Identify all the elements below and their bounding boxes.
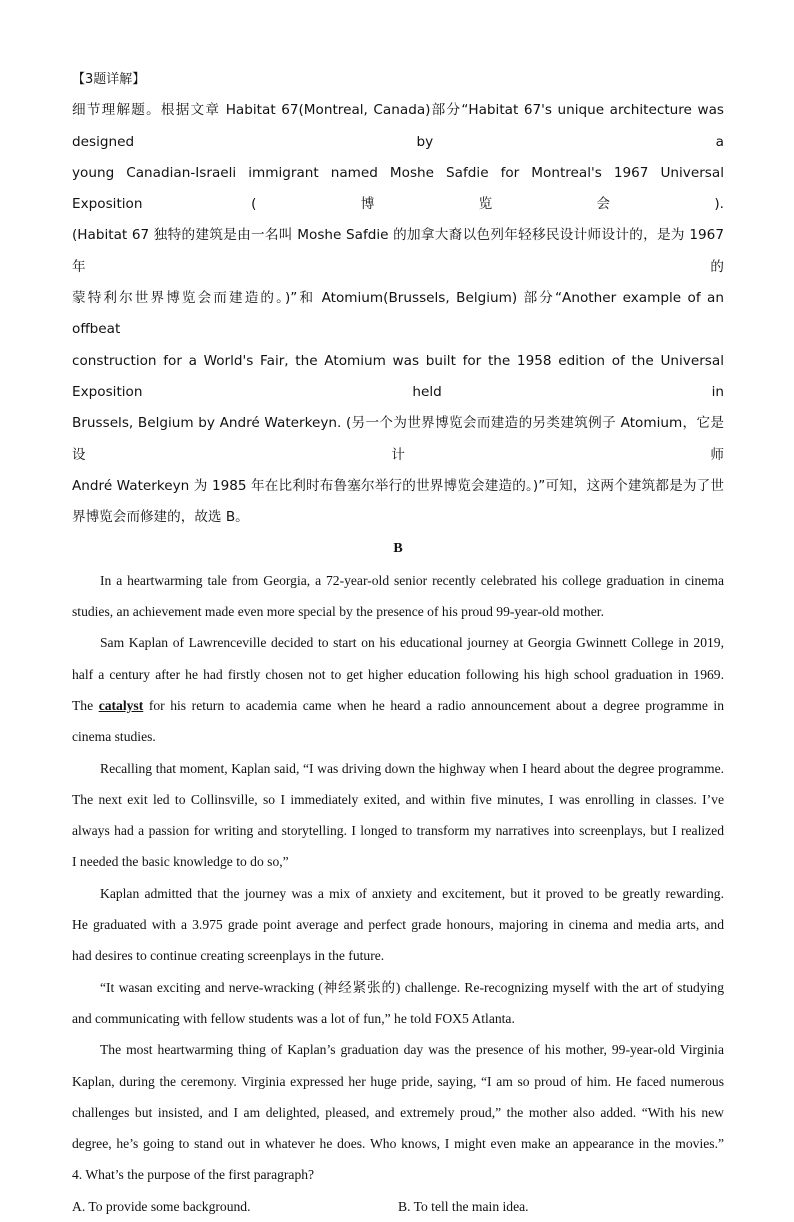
section-label: B xyxy=(393,541,403,557)
passage-line: always had a passion for writing and storytelling. I longed to transform my narratives into screenplays, but I realized xyxy=(72,823,724,839)
passage-text: for his return to academia came when he heard a radio announcement about a degree programme in xyxy=(143,697,724,713)
explanation-line: 界博览会而修建的，故选 B。 xyxy=(72,509,249,526)
passage-line: The next exit led to Collinsville, so I immediately exited, and within five minutes, I was enrolling in classes. I’ve xyxy=(72,791,724,807)
option-a: A. To provide some background. xyxy=(72,1198,251,1214)
passage-text: The xyxy=(72,697,99,713)
explanation-line: André Waterkeyn 为 1985 年在比利时布鲁塞尔举行的世界博览会建造的。)”可知，这两个建筑都是为了世 xyxy=(72,477,724,494)
passage-line: degree, he’s going to stand out in whatever he does. Who knows, I might even make an appearance in the movies.” xyxy=(72,1136,724,1152)
passage-line: In a heartwarming tale from Georgia, a 72-year-old senior recently celebrated his college graduation in cinema xyxy=(100,572,724,588)
option-b: B. To tell the main idea. xyxy=(398,1198,529,1214)
explanation-line: (Habitat 67 独特的建筑是由一名叫 Moshe Safdie 的加拿大裔以色列年轻移民设计师设计的，是为 1967 年的 xyxy=(72,227,724,275)
passage-line: I needed the basic knowledge to do so,” xyxy=(72,854,289,870)
explanation-line: construction for a World's Fair, the Atomium was built for the 1958 edition of the Universal Exposition held in xyxy=(72,352,724,400)
passage-line: Recalling that moment, Kaplan said, “I was driving down the highway when I heard about the degree programme. xyxy=(100,760,724,776)
passage-line: and communicating with fellow students was a lot of fun,” he told FOX5 Atlanta. xyxy=(72,1010,515,1026)
question-stem: 4. What’s the purpose of the first paragraph? xyxy=(72,1167,315,1183)
explanation-line: Brussels, Belgium by André Waterkeyn. (另一个为世界博览会而建造的另类建筑例子 Atomium，它是设计师 xyxy=(72,415,724,463)
passage-line: half a century after he had firstly chosen not to get higher education following his high school graduation in 1969. xyxy=(72,666,724,682)
passage-line: Kaplan admitted that the journey was a mix of anxiety and excitement, but it proved to be greatly rewarding. xyxy=(100,885,724,901)
passage-line: Kaplan, during the ceremony. Virginia expressed her huge pride, saying, “I am so proud of him. He faced numerous xyxy=(72,1073,724,1089)
passage-line: had desires to continue creating screenplays in the future. xyxy=(72,948,385,964)
keyword-catalyst: catalyst xyxy=(98,697,144,713)
passage-line: studies, an achievement made even more special by the presence of his proud 99-year-old mother. xyxy=(72,604,604,620)
question-options xyxy=(72,1191,724,1222)
explanation-line: 细节理解题。根据文章 Habitat 67(Montreal, Canada)部分“Habitat 67's unique architecture was designed by a xyxy=(72,102,724,150)
explanation-heading: 【3题详解】 xyxy=(72,72,146,87)
passage-line: “It wasan exciting and nerve-wracking (神经紧张的) challenge. Re-recognizing myself with the art of studying xyxy=(100,979,724,995)
passage-line: The most heartwarming thing of Kaplan’s graduation day was the presence of his mother, 99-year-old Virginia xyxy=(100,1042,724,1058)
explanation-line: young Canadian-Israeli immigrant named Moshe Safdie for Montreal's 1967 Universal Exposition (博览会). xyxy=(72,164,724,213)
passage-line: challenges but insisted, and I am delighted, pleased, and extremely proud,” the mother also added. “With his new xyxy=(72,1104,724,1120)
passage-line: Sam Kaplan of Lawrenceville decided to start on his educational journey at Georgia Gwinnett College in 2019, xyxy=(100,635,724,651)
passage-line xyxy=(72,690,724,721)
passage-line: cinema studies. xyxy=(72,729,156,745)
passage-line: He graduated with a 3.975 grade point average and perfect grade honours, majoring in cinema and media arts, and xyxy=(72,917,724,933)
document-page xyxy=(72,64,724,1222)
explanation-line: 蒙特利尔世界博览会而建造的。)”和 Atomium(Brussels, Belgium) 部分“Another example of an offbeat xyxy=(72,290,724,338)
